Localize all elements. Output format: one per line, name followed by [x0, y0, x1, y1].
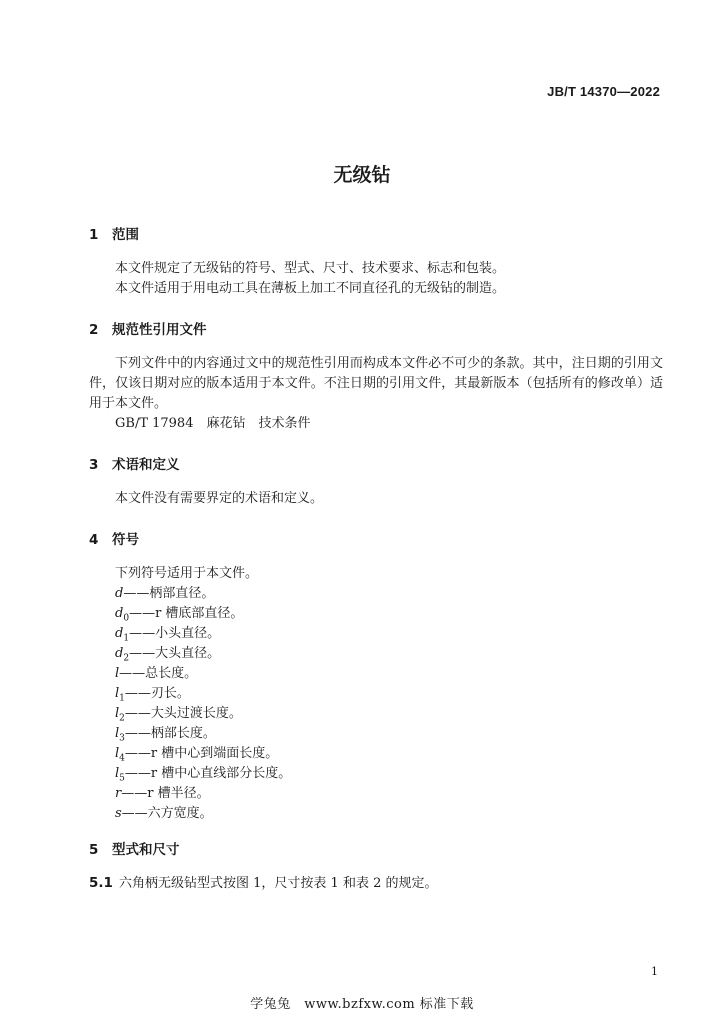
- page-number: 1: [651, 965, 658, 978]
- symbol-subscript: 2: [123, 653, 130, 664]
- symbol: l: [115, 666, 120, 681]
- symbol-subscript: 1: [119, 693, 125, 704]
- symbol: l: [115, 766, 120, 781]
- symbol-subscript: 1: [123, 633, 130, 644]
- clause-5-1: [89, 873, 437, 894]
- symbol: d: [115, 586, 124, 601]
- symbol-description: ——r 槽底部直径。: [129, 606, 244, 621]
- symbol-subscript: 5: [119, 773, 125, 784]
- document-title: 无级钻: [333, 164, 391, 186]
- section-title: 范围: [112, 227, 139, 243]
- symbol-description: ——r 槽半径。: [121, 786, 210, 801]
- symbol-description: ——刃长。: [124, 686, 190, 701]
- symbol-description: ——r 槽中心直线部分长度。: [124, 766, 292, 781]
- section-number: 2: [89, 322, 99, 338]
- symbol-subscript: 2: [119, 713, 125, 724]
- clause-text: 六角柄无级钻型式按图 1，尺寸按表 1 和表 2 的规定。: [119, 876, 438, 891]
- symbol-description: ——柄部长度。: [124, 726, 216, 741]
- section-title: 符号: [112, 532, 139, 548]
- standard-number: JB/T 14370—2022: [547, 84, 660, 99]
- section-title: 术语和定义: [112, 457, 180, 473]
- symbol: s: [115, 806, 122, 821]
- section-heading-2: [89, 318, 207, 338]
- symbols-intro: 下列符号适用于本文件。: [115, 566, 259, 581]
- symbol-description: ——六方宽度。: [121, 806, 213, 821]
- reference-entry: GB/T 17984 麻花钻 技术条件: [115, 416, 311, 431]
- symbol-subscript: 0: [123, 613, 130, 624]
- section-title: 型式和尺寸: [112, 842, 180, 858]
- clause-number: 5.1: [89, 875, 113, 891]
- symbol: d: [115, 606, 124, 621]
- symbol-subscript: 3: [119, 733, 125, 744]
- section-number: 1: [89, 227, 99, 243]
- section-heading-5: [89, 838, 180, 858]
- symbol: l: [115, 746, 120, 761]
- symbol-description: ——总长度。: [119, 666, 198, 681]
- terms-statement: 本文件没有需要界定的术语和定义。: [115, 491, 324, 506]
- symbol-description: ——大头直径。: [129, 646, 221, 661]
- section-heading-4: [89, 528, 139, 548]
- symbol: l: [115, 706, 120, 721]
- symbol-description: ——柄部直径。: [123, 586, 215, 601]
- section-title: 规范性引用文件: [112, 322, 207, 338]
- symbol: d: [115, 646, 124, 661]
- symbol-description: ——小头直径。: [129, 626, 221, 641]
- symbol: r: [115, 786, 122, 801]
- section-number: 3: [89, 457, 99, 473]
- symbol-entry-s: [115, 804, 213, 829]
- symbol-subscript: 4: [119, 753, 125, 764]
- scope-line-1: 本文件规定了无级钻的符号、型式、尺寸、技术要求、标志和包装。: [115, 261, 506, 276]
- symbol: d: [115, 626, 124, 641]
- section-heading-3: [89, 453, 180, 473]
- section-heading-1: [89, 223, 139, 243]
- symbol-description: ——大头过渡长度。: [124, 706, 242, 721]
- normative-references-paragraph: 下列文件中的内容通过文中的规范性引用而构成本文件必不可少的条款。其中，注日期的引用文件，仅该日期对应的版本适用于本文件。不注日期的引用文件，其最新版本（包括所有的修改单）适用于本文件。: [89, 356, 663, 411]
- symbol: l: [115, 686, 120, 701]
- scope-line-2: 本文件适用于用电动工具在薄板上加工不同直径孔的无级钻的制造。: [115, 281, 506, 296]
- symbol-description: ——r 槽中心到端面长度。: [124, 746, 279, 761]
- footer-watermark: 学兔兔 www.bzfxw.com 标准下载: [250, 997, 474, 1012]
- section-number: 4: [89, 532, 99, 548]
- section-number: 5: [89, 842, 99, 858]
- symbol: l: [115, 726, 120, 741]
